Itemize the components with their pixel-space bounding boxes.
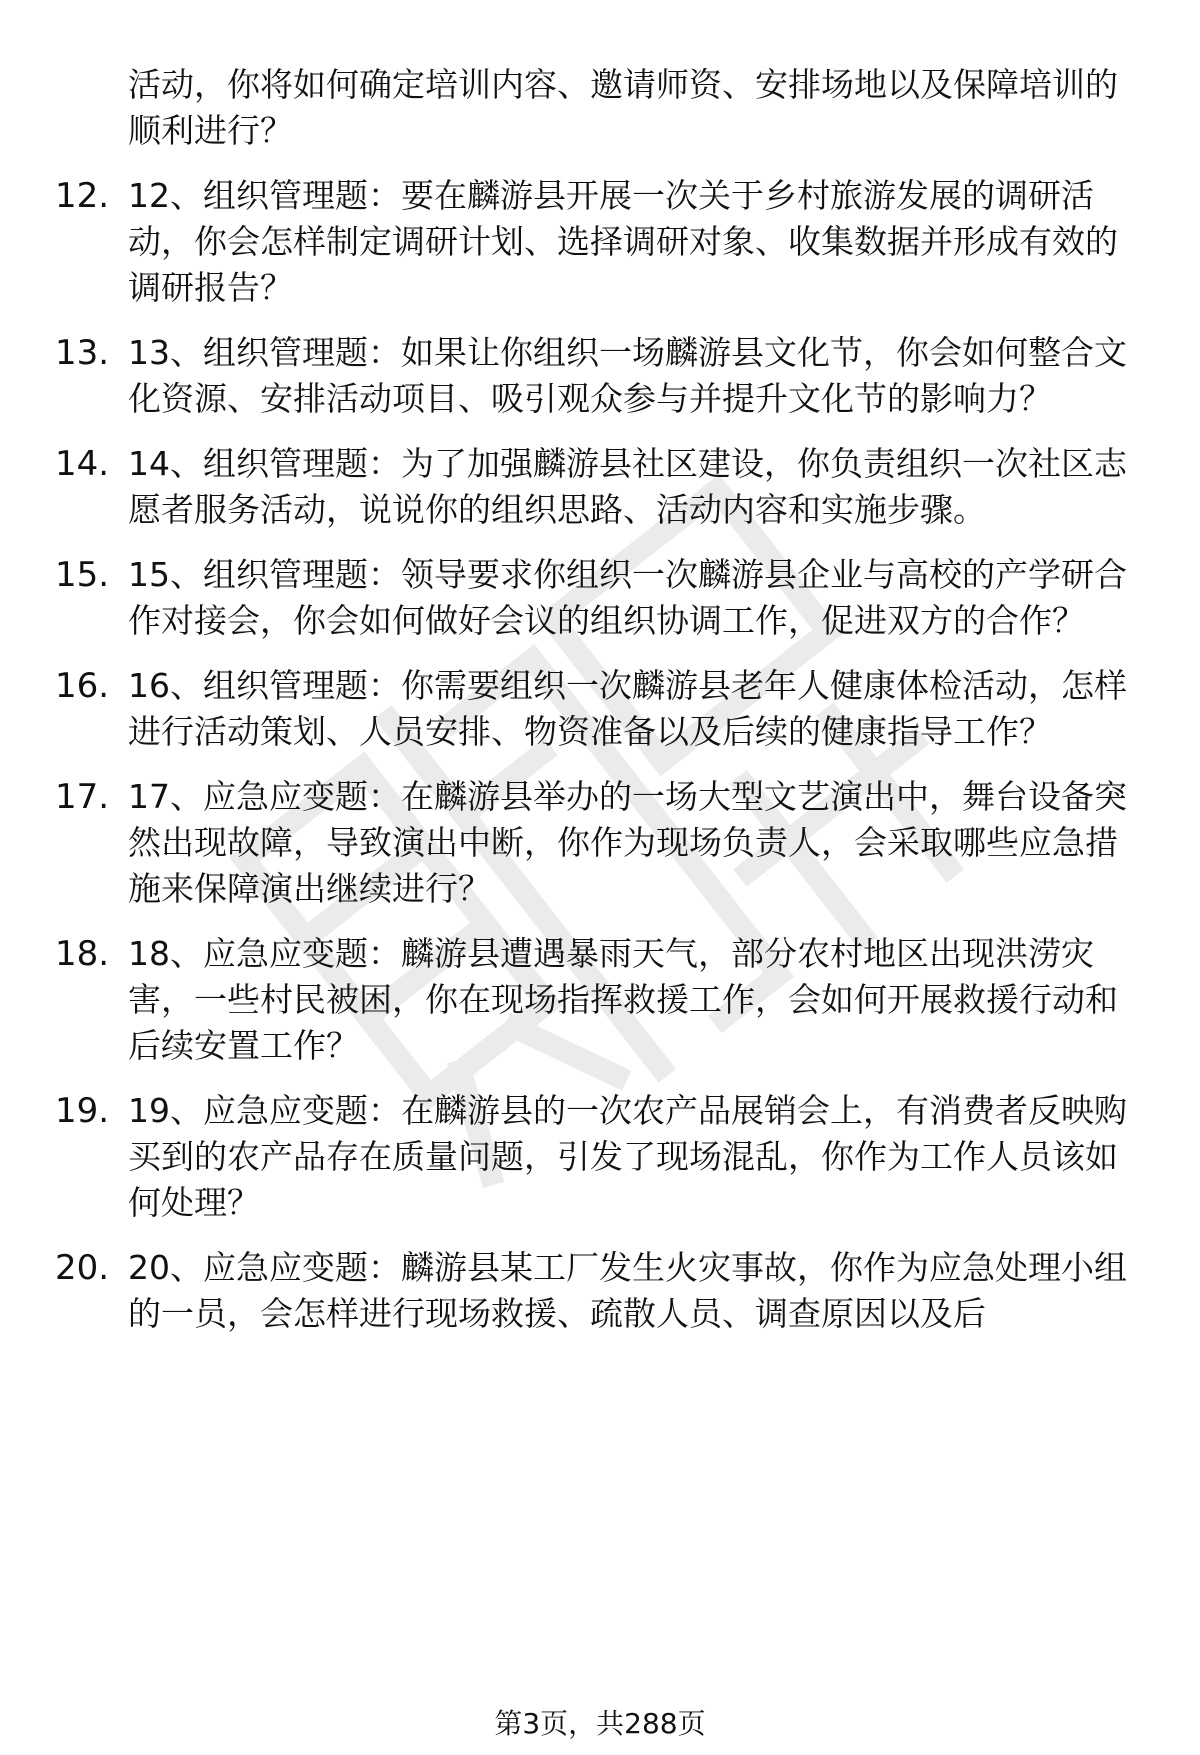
item-number: 17. — [55, 777, 110, 817]
list-item — [0, 441, 1200, 533]
item-text: 19、应急应变题：在麟游县的一次农产品展销会上，有消费者反映购买到的农产品存在质量问题，引发了现场混乱，你作为工作人员该如何处理？ — [128, 1091, 1127, 1222]
list-item — [0, 774, 1200, 912]
list-item — [0, 1245, 1200, 1337]
page-footer: 第3页，共288页 — [494, 1707, 706, 1740]
item-text: 15、组织管理题：领导要求你组织一次麟游县企业与高校的产学研合作对接会，你会如何做好会议的组织协调工作，促进双方的合作？ — [128, 555, 1127, 640]
list-item — [0, 552, 1200, 644]
list-item — [0, 330, 1200, 422]
item-number: 14. — [55, 444, 110, 484]
list-item — [0, 1088, 1200, 1226]
item-text: 17、应急应变题：在麟游县举办的一场大型文艺演出中，舞台设备突然出现故障，导致演出中断，你作为现场负责人，会采取哪些应急措施来保障演出继续进行？ — [128, 777, 1127, 908]
list-item — [0, 931, 1200, 1069]
item-number: 18. — [55, 934, 110, 974]
item-text: 18、应急应变题：麟游县遭遇暴雨天气，部分农村地区出现洪涝灾害，一些村民被困，你在现场指挥救援工作，会如何开展救援行动和后续安置工作？ — [128, 934, 1118, 1065]
item-text: 20、应急应变题：麟游县某工厂发生火灾事故，你作为应急处理小组的一员，会怎样进行现场救援、疏散人员、调查原因以及后 — [128, 1248, 1127, 1333]
item-number: 12. — [55, 176, 110, 216]
item-text: 14、组织管理题：为了加强麟游县社区建设，你负责组织一次社区志愿者服务活动，说说你的组织思路、活动内容和实施步骤。 — [128, 444, 1127, 529]
item-number: 20. — [55, 1248, 110, 1288]
list-item — [0, 173, 1200, 311]
item-number: 15. — [55, 555, 110, 595]
question-list — [0, 62, 1200, 1337]
item-text: 13、组织管理题：如果让你组织一场麟游县文化节，你会如何整合文化资源、安排活动项目、吸引观众参与并提升文化节的影响力？ — [128, 333, 1127, 418]
item-text: 12、组织管理题：要在麟游县开展一次关于乡村旅游发展的调研活动，你会怎样制定调研计划、选择调研对象、收集数据并形成有效的调研报告？ — [128, 176, 1118, 307]
item-number: 13. — [55, 333, 110, 373]
continuation-text: 活动，你将如何确定培训内容、邀请师资、安排场地以及保障培训的顺利进行？ — [128, 65, 1118, 150]
item-text: 16、组织管理题：你需要组织一次麟游县老年人健康体检活动，怎样进行活动策划、人员安排、物资准备以及后续的健康指导工作？ — [128, 666, 1127, 751]
item-number: 19. — [55, 1091, 110, 1131]
item-number: 16. — [55, 666, 110, 706]
list-item — [0, 663, 1200, 755]
list-item-continuation — [0, 62, 1200, 154]
